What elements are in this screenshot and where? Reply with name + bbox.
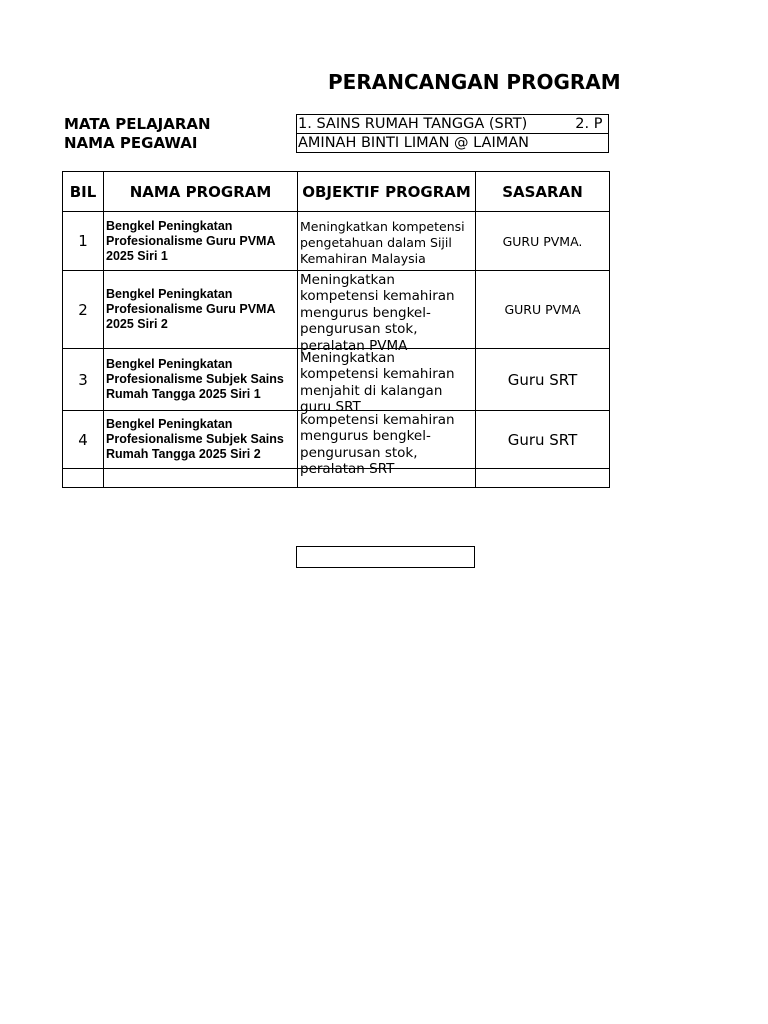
objective-cell[interactable]: [298, 212, 476, 271]
header-bil[interactable]: BIL: [63, 172, 104, 212]
officer-label: NAMA PEGAWAI: [64, 134, 198, 152]
officer-value: AMINAH BINTI LIMAN @ LAIMAN: [298, 135, 530, 151]
program-cell[interactable]: Bengkel Peningkatan Profesionalisme Subjek Sains Rumah Tangga 2025 Siri 1: [104, 349, 298, 411]
bil-cell[interactable]: 4: [63, 411, 104, 469]
target-cell[interactable]: GURU PVMA: [476, 271, 610, 349]
table-row: [63, 212, 610, 271]
table-row: [63, 411, 610, 469]
objective-text: Meningkatkan kompetensi pengetahuan dalam Sijil Kemahiran Malaysia: [300, 219, 465, 266]
header-objective[interactable]: OBJEKTIF PROGRAM: [298, 172, 476, 212]
target-cell[interactable]: GURU PVMA.: [476, 212, 610, 271]
bil-cell[interactable]: 2: [63, 271, 104, 349]
objective-cell[interactable]: [298, 349, 476, 415]
bil-cell[interactable]: 3: [63, 349, 104, 411]
program-cell[interactable]: Bengkel Peningkatan Profesionalisme Guru PVMA 2025 Siri 2: [104, 271, 298, 349]
officer-value-cell[interactable]: [296, 133, 609, 153]
program-cell[interactable]: Bengkel Peningkatan Profesionalisme Guru PVMA 2025 Siri 1: [104, 212, 298, 271]
subject-value-cell[interactable]: [296, 114, 609, 134]
objective-cell[interactable]: [298, 411, 476, 477]
table-row: [63, 271, 610, 349]
objective-text: kompetensi kemahiran mengurus bengkel- pengurusan stok, peralatan SRT: [300, 411, 455, 477]
program-cell[interactable]: Bengkel Peningkatan Profesionalisme Subjek Sains Rumah Tangga 2025 Siri 2: [104, 411, 298, 469]
objective-text: Meningkatkan kompetensi kemahiran menjahit di kalangan guru SRT: [300, 349, 455, 415]
target-cell[interactable]: Guru SRT: [476, 349, 610, 411]
subject-label: MATA PELAJARAN: [64, 115, 211, 133]
subject-value-1: 1. SAINS RUMAH TANGGA (SRT): [298, 116, 528, 132]
program-table: [62, 171, 610, 488]
objective-text: Meningkatkan kompetensi kemahiran mengurus bengkel- pengurusan stok, peralatan PVMA: [300, 271, 455, 354]
header-target[interactable]: SASARAN: [476, 172, 610, 212]
empty-cell[interactable]: [63, 469, 104, 488]
empty-cell[interactable]: [476, 469, 610, 488]
empty-cell-box[interactable]: [296, 546, 475, 568]
bil-cell[interactable]: 1: [63, 212, 104, 271]
header-program[interactable]: NAMA PROGRAM: [104, 172, 298, 212]
target-cell[interactable]: Guru SRT: [476, 411, 610, 469]
table-header-row: [63, 172, 610, 212]
subject-value-2: 2. P: [575, 116, 603, 132]
page-title: PERANCANGAN PROGRAM: [328, 70, 621, 94]
table-row: [63, 349, 610, 411]
objective-cell[interactable]: [298, 271, 476, 354]
empty-cell[interactable]: [104, 469, 298, 488]
